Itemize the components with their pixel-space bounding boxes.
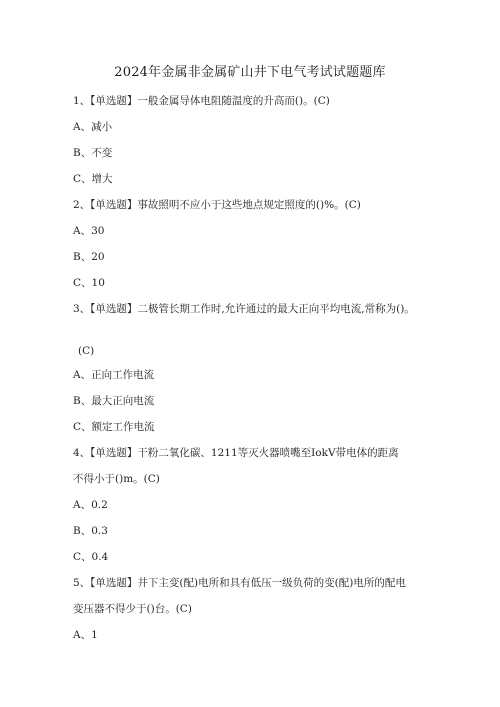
question-3-stem: 3、【单选题】二极管长期工作时,允许通过的最大正向平均电流,常称为()。 xyxy=(73,303,415,315)
question-4-option-a: A、0.2 xyxy=(73,499,108,511)
question-1-option-b: B、不变 xyxy=(73,147,113,159)
question-2-option-c: C、10 xyxy=(73,277,105,289)
question-5-stem-continued: 变压器不得少于()台。(C) xyxy=(73,603,192,615)
question-5-stem: 5、【单选题】井下主变(配)电所和具有低压一级负荷的变(配)电所的配电 xyxy=(73,577,406,589)
question-3-option-c: C、额定工作电流 xyxy=(73,421,155,433)
question-3-answer: (C) xyxy=(78,345,95,357)
question-2-option-a: A、30 xyxy=(73,225,105,237)
question-2-option-b: B、20 xyxy=(73,251,105,263)
question-4-stem-continued: 不得小于()m。(C) xyxy=(73,473,160,485)
question-3-option-a: A、正向工作电流 xyxy=(73,369,155,381)
question-2-stem: 2、【单选题】事故照明不应小于这些地点规定照度的()%。(C) xyxy=(73,199,361,211)
question-1-option-c: C、增大 xyxy=(73,173,113,185)
document-title: 2024年金属非金属矿山井下电气考试试题题库 xyxy=(114,65,386,80)
question-3-option-b: B、最大正向电流 xyxy=(73,395,155,407)
question-4-option-c: C、0.4 xyxy=(73,551,109,563)
question-5-option-a: A、1 xyxy=(73,629,98,641)
question-4-stem: 4、【单选题】干粉二氧化碳、1211等灭火器喷嘴至IokV带电体的距离 xyxy=(73,447,399,459)
question-4-option-b: B、0.3 xyxy=(73,525,108,537)
question-1-stem: 1、【单选题】一般金属导体电阻随温度的升高而()。(C) xyxy=(73,95,330,107)
question-1-option-a: A、减小 xyxy=(73,121,113,133)
